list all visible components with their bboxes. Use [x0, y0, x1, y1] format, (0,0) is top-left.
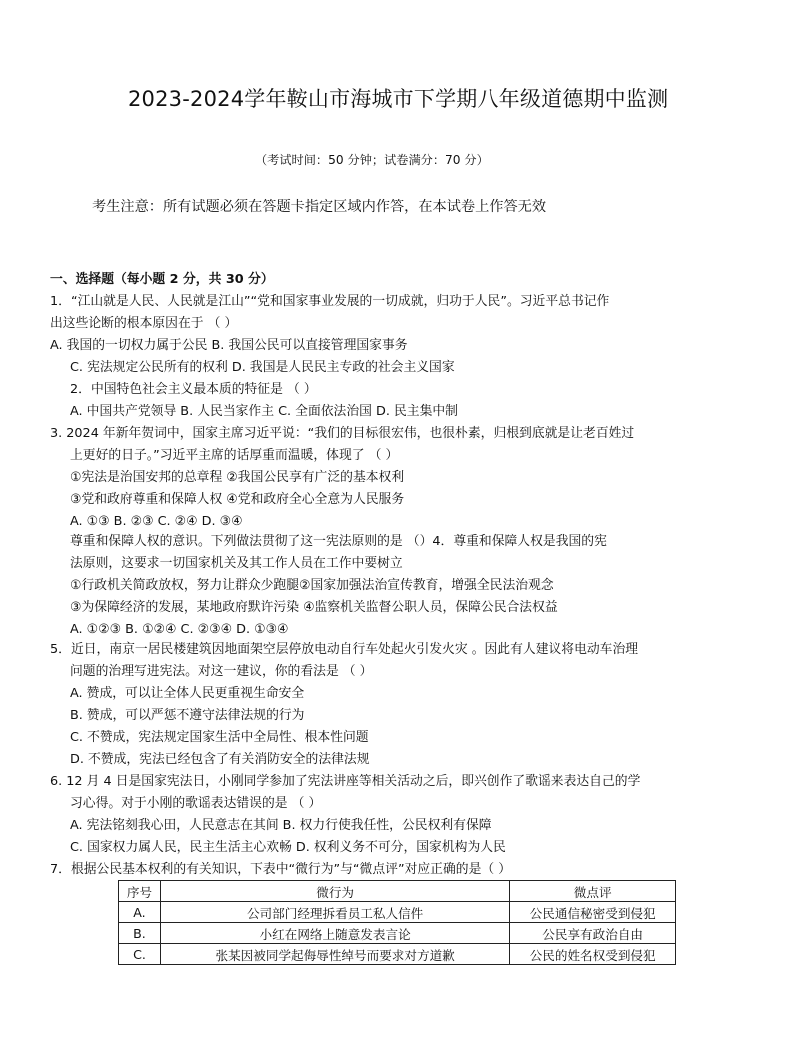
table-header-cell: 序号 [119, 881, 161, 902]
q5-stem-line1: 5．近日，南京一居民楼建筑因地面架空层停放电动自行车处起火引发火灾 。因此有人建议将电动车治理 [50, 642, 639, 657]
table-row [119, 944, 676, 965]
q5-stem-line2: 问题的治理写进宪法。对这一建议，你的看法是 （ ） [70, 664, 373, 679]
q3-options: A. ①③ B. ②③ C. ②④ D. ③④ [70, 514, 243, 529]
q7-stem: 7．根据公民基本权利的有关知识，下表中“微行为”与“微点评”对应正确的是（ ） [50, 862, 512, 877]
table-cell: 公民的姓名权受到侵犯 [510, 944, 676, 965]
table-header-cell: 微行为 [160, 881, 509, 902]
q3-items-12: ①宪法是治国安邦的总章程 ②我国公民享有广泛的基本权利 [70, 470, 405, 485]
q5-option-a: A. 赞成，可以让全体人民更重视生命安全 [70, 686, 305, 701]
q1-options-ab: A. 我国的一切权力属于公民 B. 我国公民可以直接管理国家事务 [50, 338, 408, 353]
exam-subtitle: （考试时间：50 分钟；试卷满分：70 分） [255, 153, 489, 167]
q6-stem-line1: 6. 12 月 4 日是国家宪法日，小刚同学参加了宪法讲座等相关活动之后，即兴创作了歌谣来表达自己的学 [50, 774, 641, 789]
table-cell: A. [119, 902, 161, 923]
exam-title: 2023-2024学年鞍山市海城市下学期八年级道德期中监测 [128, 87, 669, 111]
table-row [119, 902, 676, 923]
table-cell: 小红在网络上随意发表言论 [160, 923, 509, 944]
q1-stem-line2: 出这些论断的根本原因在于 （ ） [50, 316, 238, 331]
q4-items-12: ①行政机关简政放权，努力让群众少跑腿②国家加强法治宣传教育，增强全民法治观念 [70, 578, 554, 593]
table-cell: 公民通信秘密受到侵犯 [510, 902, 676, 923]
q6-stem-line2: 习心得。对于小刚的歌谣表达错误的是 （ ） [70, 796, 322, 811]
q5-option-b: B. 赞成，可以严惩不遵守法律法规的行为 [70, 708, 305, 723]
q5-option-c: C. 不赞成，宪法规定国家生活中全局性、根本性问题 [70, 730, 369, 745]
table-header-row [119, 881, 676, 902]
table-cell: 公民享有政治自由 [510, 923, 676, 944]
q5-option-d: D. 不赞成，宪法已经包含了有关消防安全的法律法规 [70, 752, 370, 767]
q2-stem: 2．中国特色社会主义最本质的特征是 （ ） [70, 382, 317, 397]
q3-stem-line1: 3. 2024 年新年贺词中，国家主席习近平说：“我们的目标很宏伟，也很朴素，归根到底就是让老百姓过 [50, 426, 635, 441]
q2-options: A. 中国共产党领导 B. 人民当家作主 C. 全面依法治国 D. 民主集中制 [70, 404, 458, 419]
section-heading: 一、选择题（每小题 2 分，共 30 分） [50, 272, 274, 287]
table-row [119, 923, 676, 944]
q6-options-ab: A. 宪法铭刻我心田，人民意志在其间 B. 权力行使我任性，公民权利有保障 [70, 818, 492, 833]
table-cell: 张某因被同学起侮辱性绰号而要求对方道歉 [160, 944, 509, 965]
q4-stem-line2: 法原则，这要求一切国家机关及其工作人员在工作中要树立 [70, 556, 403, 571]
q4-stem-line1: 尊重和保障人权的意识。下列做法贯彻了这一宪法原则的是 （）4．尊重和保障人权是我国的宪 [70, 534, 607, 549]
q1-stem-line1: 1．“江山就是人民、人民就是江山”“党和国家事业发展的一切成就，归功于人民”。习近平总书记作 [50, 294, 610, 309]
table-cell: C. [119, 944, 161, 965]
q4-options: A. ①②③ B. ①②④ C. ②③④ D. ①③④ [70, 622, 289, 637]
q1-options-cd: C. 宪法规定公民所有的权利 D. 我国是人民民主专政的社会主义国家 [70, 360, 455, 375]
q3-items-34: ③党和政府尊重和保障人权 ④党和政府全心全意为人民服务 [70, 492, 405, 507]
table-cell: B. [119, 923, 161, 944]
q4-items-34: ③为保障经济的发展，某地政府默许污染 ④监察机关监督公职人员，保障公民合法权益 [70, 600, 558, 615]
q7-table [118, 880, 676, 965]
exam-notice: 考生注意：所有试题必须在答题卡指定区域内作答，在本试卷上作答无效 [92, 199, 547, 215]
q6-options-cd: C. 国家权力属人民，民主生活主心欢畅 D. 权利义务不可分，国家机构为人民 [70, 840, 506, 855]
q3-stem-line2: 上更好的日子。”习近平主席的话厚重而温暖，体现了 （ ） [70, 448, 399, 463]
table-cell: 公司部门经理拆看员工私人信件 [160, 902, 509, 923]
table-header-cell: 微点评 [510, 881, 676, 902]
